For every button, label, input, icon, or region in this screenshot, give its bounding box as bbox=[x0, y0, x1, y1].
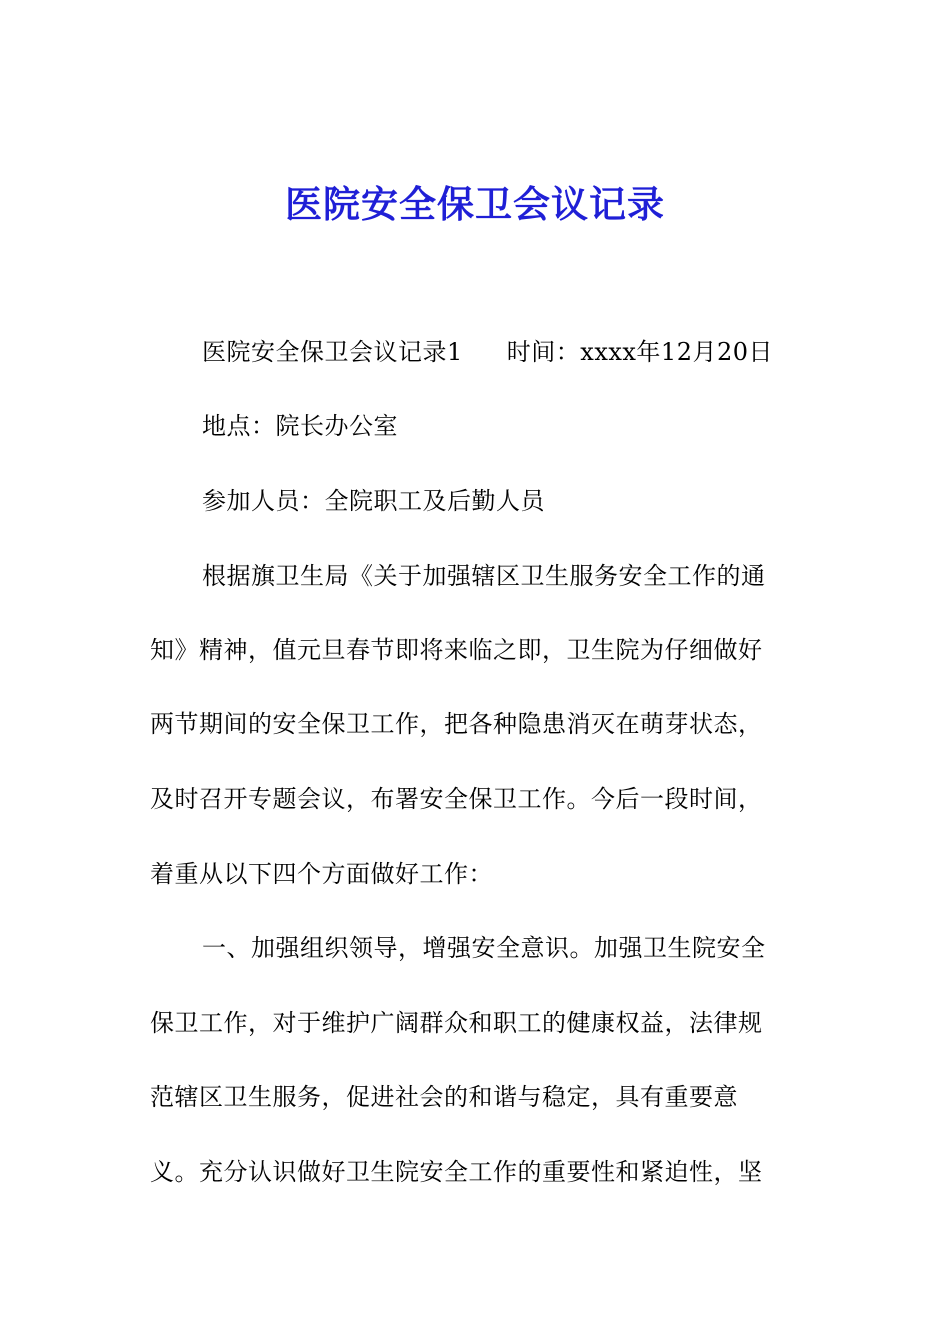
document-title: 医院安全保卫会议记录 bbox=[285, 182, 665, 226]
body-line: 义。充分认识做好卫生院安全工作的重要性和紧迫性，坚 bbox=[150, 1158, 763, 1186]
meeting-time: 时间：xxxx年12月20日 bbox=[506, 338, 773, 366]
body-line: 知》精神，值元旦春节即将来临之即，卫生院为仔细做好 bbox=[150, 636, 763, 664]
body-line: 一、加强组织领导，增强安全意识。加强卫生院安全 bbox=[202, 934, 766, 962]
record-header-line bbox=[202, 332, 862, 372]
body-line: 及时召开专题会议，布署安全保卫工作。今后一段时间， bbox=[150, 785, 763, 813]
body-line: 范辖区卫生服务，促进社会的和谐与稳定，具有重要意 bbox=[150, 1083, 738, 1111]
body-line: 着重从以下四个方面做好工作： bbox=[150, 860, 493, 888]
record-label: 医院安全保卫会议记录1 bbox=[202, 338, 463, 366]
body-line: 保卫工作，对于维护广阔群众和职工的健康权益，法律规 bbox=[150, 1009, 763, 1037]
body-line: 根据旗卫生局《关于加强辖区卫生服务安全工作的通 bbox=[202, 562, 766, 590]
body-line: 两节期间的安全保卫工作，把各种隐患消灭在萌芽状态， bbox=[150, 710, 763, 738]
meeting-attendees: 参加人员：全院职工及后勤人员 bbox=[202, 487, 545, 515]
meeting-location: 地点：院长办公室 bbox=[202, 412, 398, 440]
